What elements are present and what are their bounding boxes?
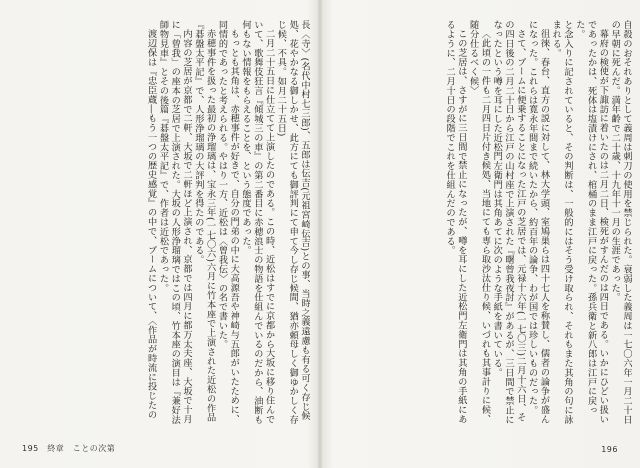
paragraph: 長〈寺〉(名代中村七三郎)、五郎は伝吉(元祖宮崎伝吉)との事、当時之義遠慮も有る可く存じ候処、花やかなる御しかせ、此方にても御評判にて申て今し存じ候間、猶亦頼母しく御ゆかしく存じ候、不具。如月二十五日) bbox=[275, 20, 310, 425]
left-page-text bbox=[12, 20, 310, 428]
paragraph: 内容の芝居が京都で二軒、大坂で二軒ほど上演され、京都では四月に都万太夫座、大坂で十月に「曾我」の座本の芝居で上演された。大坂の人形浄瑠璃ではこの頃、竹本座の演目は『兼好法師物見車』とその後篇『碁盤太平記』で、作者は近松であった。 bbox=[157, 20, 193, 425]
paragraph: もっとも其角は、赤穂事件が好きで、自分の門弟の中に大高源吾や神崎与五郎がいたために、同情的であったと考えられる。やはり一方、近松は〈曾我伝〉の名で書いた。 bbox=[216, 20, 240, 424]
paragraph: 渡辺保は『忠臣蔵―もう一つの歴史感覚』の中で、ブームについて、〈作品が時流に投じたの bbox=[145, 29, 157, 420]
right-page-text bbox=[330, 20, 632, 428]
paragraph: 二月二十五日に仕立てて上演したのである。この時、近松はすでに京都から大坂に移り住んでいて、歌舞伎狂言『傾城三の車』の第二番目に赤穂浪士の物語を仕組んでいるのだから、油断も何もない情報をもらえることを、という態度であった。 bbox=[240, 20, 275, 425]
paragraph: 〈此頃の一件も二月四日片付き候処、当地にても専ら取沙汰仕り候、いづれも其事計りに候、随分仕るべく候〉 bbox=[467, 20, 491, 424]
page-number-right: 196 bbox=[601, 445, 618, 454]
paragraph: 幕府の検使が下諏訪に着いたのは二月二日、検死がすんだのは四日である。いかにひどい扱いであったかは、死体は塩漬けにされ、棺桶のまま江戸に戻った。孫兵衛と新八郎は江戸に戻った。 bbox=[573, 20, 609, 424]
paragraph: と念入りに記されていると、その判断は、一般的にはそう受け取られ、それもまた其角の句に詠まれる。 bbox=[550, 20, 574, 425]
right-page bbox=[322, 0, 640, 468]
paragraph: 徂徠、春台、直方の説に対して、林大学頭、室鳩巣らは四十七人を称賛し、儒者の論争が盛んになった。これらは寛永年間まで続いたから、約百年の論争、わが国では珍しいものだった。 bbox=[526, 20, 550, 424]
paragraph: この芝居は、さすがに三日間で禁止になったが、噂を耳にした近松門左衛門は其角の手紙にあるように、二月十日の段階でこれを仕組んだのである。 bbox=[444, 20, 467, 424]
left-page bbox=[0, 0, 318, 468]
paragraph: 自殺のおそれありとして義周は刺刀の使用を禁じられた。衰弱した義周は一七〇六年一月二十日の早朝に死んだ。満年齢で二十歳、十九年十一月の生涯であった。 bbox=[609, 20, 632, 425]
page-number-left: 195 終章 ことの次第 bbox=[22, 444, 116, 453]
paragraph: 赤穂事件を扱った最初の浄瑠璃は、宝永三年(一七〇六)六月に竹本座で上演された近松の作品『碁盤太平記』で、人形浄瑠璃の大評判を得たのである。 bbox=[192, 20, 216, 423]
paragraph: さて、ブームに便乗することになった江戸の芝居では、元禄十六年(一七〇三)二月十六日、その四日後の二月二十日から江戸の山村座で上演された『曙曾我夜討』があるが、三日間で禁止になったという噂を耳にした近松門左衛門は其角あてに次のような手紙を書いている。 bbox=[491, 20, 526, 425]
